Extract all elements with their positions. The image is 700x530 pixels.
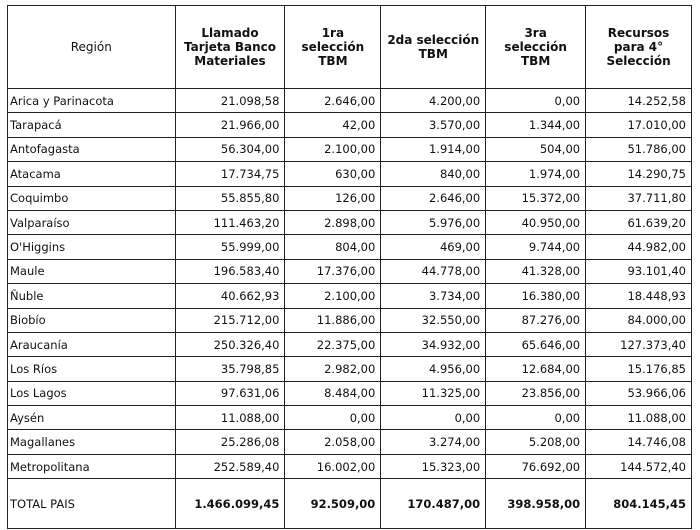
cell-llamado: 17.734,75 — [175, 162, 285, 186]
cell-tercera: 76.692,00 — [486, 454, 586, 478]
cell-recursos: 84.000,00 — [586, 308, 692, 332]
cell-llamado: 11.088,00 — [175, 406, 285, 430]
cell-tercera: 0,00 — [486, 406, 586, 430]
table-row — [8, 113, 692, 137]
table-row — [8, 137, 692, 161]
cell-region: Los Ríos — [8, 357, 176, 381]
cell-tercera: 65.646,00 — [486, 332, 586, 356]
table-row — [8, 210, 692, 234]
cell-recursos: 51.786,00 — [586, 137, 692, 161]
cell-segunda: 32.550,00 — [381, 308, 486, 332]
table-row — [8, 259, 692, 283]
cell-segunda: 0,00 — [381, 406, 486, 430]
cell-segunda: 15.323,00 — [381, 454, 486, 478]
cell-llamado: 215.712,00 — [175, 308, 285, 332]
cell-primera: 2.058,00 — [285, 430, 381, 454]
cell-region: Magallanes — [8, 430, 176, 454]
cell-region: Antofagasta — [8, 137, 176, 161]
table-row — [8, 284, 692, 308]
cell-llamado: 250.326,40 — [175, 332, 285, 356]
cell-tercera: 12.684,00 — [486, 357, 586, 381]
cell-segunda: 44.778,00 — [381, 259, 486, 283]
cell-segunda: 2.646,00 — [381, 186, 486, 210]
cell-llamado: 55.855,80 — [175, 186, 285, 210]
cell-recursos: 18.448,93 — [586, 284, 692, 308]
cell-region: Tarapacá — [8, 113, 176, 137]
header-row — [8, 6, 692, 89]
regional-resources-table — [7, 5, 692, 529]
table-row — [8, 381, 692, 405]
cell-llamado: 25.286,08 — [175, 430, 285, 454]
cell-primera: 16.002,00 — [285, 454, 381, 478]
header-3ra: 3ra selección TBM — [486, 6, 586, 89]
table-row — [8, 186, 692, 210]
cell-recursos: 44.982,00 — [586, 235, 692, 259]
header-llamado: Llamado Tarjeta Banco Materiales — [175, 6, 285, 89]
cell-primera: 42,00 — [285, 113, 381, 137]
cell-llamado: 40.662,93 — [175, 284, 285, 308]
cell-primera: 17.376,00 — [285, 259, 381, 283]
cell-recursos: 53.966,06 — [586, 381, 692, 405]
total-row — [8, 479, 692, 529]
cell-recursos: 14.746,08 — [586, 430, 692, 454]
header-1ra: 1ra selección TBM — [285, 6, 381, 89]
cell-segunda: 4.200,00 — [381, 89, 486, 113]
table-row — [8, 308, 692, 332]
cell-primera: 2.646,00 — [285, 89, 381, 113]
cell-llamado: 21.098,58 — [175, 89, 285, 113]
cell-recursos: 93.101,40 — [586, 259, 692, 283]
cell-llamado: 55.999,00 — [175, 235, 285, 259]
cell-llamado: 21.966,00 — [175, 113, 285, 137]
cell-tercera: 5.208,00 — [486, 430, 586, 454]
cell-segunda: 11.325,00 — [381, 381, 486, 405]
cell-segunda: 469,00 — [381, 235, 486, 259]
table-row — [8, 454, 692, 478]
cell-primera: 2.898,00 — [285, 210, 381, 234]
cell-recursos: 11.088,00 — [586, 406, 692, 430]
cell-recursos: 127.373,40 — [586, 332, 692, 356]
cell-tercera: 23.856,00 — [486, 381, 586, 405]
cell-region: Los Lagos — [8, 381, 176, 405]
cell-primera: 92.509,00 — [285, 479, 381, 529]
cell-llamado: 56.304,00 — [175, 137, 285, 161]
cell-segunda: 840,00 — [381, 162, 486, 186]
cell-segunda: 1.914,00 — [381, 137, 486, 161]
header-recursos: Recursos para 4° Selección — [586, 6, 692, 89]
cell-llamado: 111.463,20 — [175, 210, 285, 234]
cell-tercera: 9.744,00 — [486, 235, 586, 259]
cell-segunda: 34.932,00 — [381, 332, 486, 356]
cell-llamado: 35.798,85 — [175, 357, 285, 381]
cell-region: Metropolitana — [8, 454, 176, 478]
table-row — [8, 89, 692, 113]
cell-tercera: 16.380,00 — [486, 284, 586, 308]
cell-segunda: 5.976,00 — [381, 210, 486, 234]
cell-tercera: 398.958,00 — [486, 479, 586, 529]
cell-llamado: 252.589,40 — [175, 454, 285, 478]
header-2da: 2da selección TBM — [381, 6, 486, 89]
cell-tercera: 1.344,00 — [486, 113, 586, 137]
cell-region: Maule — [8, 259, 176, 283]
cell-primera: 2.100,00 — [285, 137, 381, 161]
cell-region: Araucanía — [8, 332, 176, 356]
cell-region: Arica y Parinacota — [8, 89, 176, 113]
cell-recursos: 15.176,85 — [586, 357, 692, 381]
cell-tercera: 15.372,00 — [486, 186, 586, 210]
cell-recursos: 61.639,20 — [586, 210, 692, 234]
cell-primera: 8.484,00 — [285, 381, 381, 405]
cell-primera: 11.886,00 — [285, 308, 381, 332]
header-region: Región — [8, 6, 176, 89]
cell-primera: 126,00 — [285, 186, 381, 210]
cell-segunda: 3.570,00 — [381, 113, 486, 137]
cell-region: Atacama — [8, 162, 176, 186]
cell-recursos: 14.252,58 — [586, 89, 692, 113]
cell-tercera: 504,00 — [486, 137, 586, 161]
cell-segunda: 4.956,00 — [381, 357, 486, 381]
cell-primera: 2.982,00 — [285, 357, 381, 381]
cell-llamado: 97.631,06 — [175, 381, 285, 405]
cell-recursos: 144.572,40 — [586, 454, 692, 478]
cell-recursos: 17.010,00 — [586, 113, 692, 137]
cell-region: Coquimbo — [8, 186, 176, 210]
table-row — [8, 357, 692, 381]
cell-recursos: 14.290,75 — [586, 162, 692, 186]
table-row — [8, 332, 692, 356]
cell-segunda: 170.487,00 — [381, 479, 486, 529]
table-row — [8, 162, 692, 186]
table-row — [8, 430, 692, 454]
table-row — [8, 406, 692, 430]
cell-recursos: 37.711,80 — [586, 186, 692, 210]
cell-tercera: 41.328,00 — [486, 259, 586, 283]
cell-region: TOTAL PAIS — [8, 479, 176, 529]
cell-llamado: 1.466.099,45 — [175, 479, 285, 529]
cell-tercera: 0,00 — [486, 89, 586, 113]
cell-region: Ñuble — [8, 284, 176, 308]
cell-recursos: 804.145,45 — [586, 479, 692, 529]
cell-segunda: 3.274,00 — [381, 430, 486, 454]
cell-region: Aysén — [8, 406, 176, 430]
cell-primera: 2.100,00 — [285, 284, 381, 308]
cell-tercera: 40.950,00 — [486, 210, 586, 234]
cell-primera: 804,00 — [285, 235, 381, 259]
cell-tercera: 1.974,00 — [486, 162, 586, 186]
cell-llamado: 196.583,40 — [175, 259, 285, 283]
cell-region: O'Higgins — [8, 235, 176, 259]
cell-tercera: 87.276,00 — [486, 308, 586, 332]
cell-region: Valparaíso — [8, 210, 176, 234]
table-row — [8, 235, 692, 259]
cell-segunda: 3.734,00 — [381, 284, 486, 308]
cell-primera: 630,00 — [285, 162, 381, 186]
cell-primera: 0,00 — [285, 406, 381, 430]
cell-region: Biobío — [8, 308, 176, 332]
cell-primera: 22.375,00 — [285, 332, 381, 356]
